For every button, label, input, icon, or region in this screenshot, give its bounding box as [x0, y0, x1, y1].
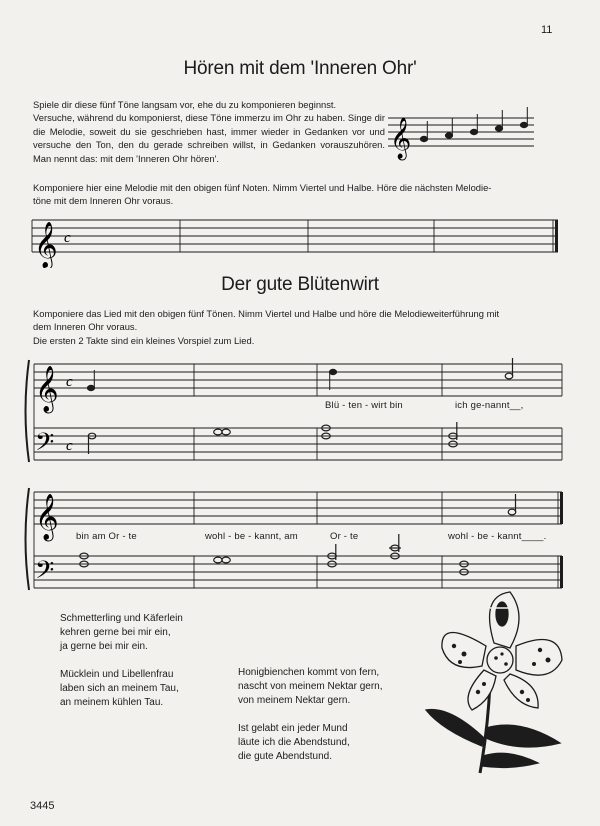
bass-clef-icon: 𝄢: [35, 557, 55, 590]
lyric-s1-m3: Blü - ten - wirt bin: [325, 400, 403, 411]
lyric-s2-m4: wohl - be - kannt____.: [448, 531, 547, 542]
lyric-s2-m2: wohl - be - kannt, am: [205, 531, 298, 542]
lyric-s2-m3: Or - te: [330, 531, 359, 542]
five-tones-staff: [386, 106, 536, 164]
treble-clef-icon: 𝄞: [35, 494, 59, 539]
note-d: [520, 122, 527, 127]
poem-stanza-2: Mücklein und Libellenfrau laben sich an meinem Tau, an meinem kühlen Tau.: [60, 669, 179, 708]
treble-clef-icon: 𝄞: [390, 118, 412, 158]
poem-stanza-3: Honigbienchen kommt von fern, nascht von meinem Nektar gern, von meinem Nektar gern.: [238, 667, 383, 706]
poem-stanza-1: Schmetterling und Käferlein kehren gerne bei mir ein, ja gerne bei mir ein.: [60, 613, 183, 652]
note-c: [495, 126, 502, 131]
bass-clef-icon: 𝄢: [35, 429, 55, 462]
time-signature: c: [64, 230, 71, 246]
composition-staff: [30, 212, 560, 268]
flower-illustration: [420, 588, 570, 778]
catalog-number: 3445: [30, 800, 55, 812]
time-signature-bass: c: [66, 438, 73, 454]
brace-icon: [26, 360, 30, 462]
note-a: [445, 133, 452, 138]
treble-clef-icon: 𝄞: [35, 366, 59, 411]
poem-stanza-4: Ist gelabt ein jeder Mund läute ich die Abendstund, die gute Abendstund.: [238, 723, 350, 762]
section-title-song: Der gute Blütenwirt: [221, 274, 379, 295]
brace-icon: [26, 488, 30, 590]
compose-instruction: Komponiere hier eine Melodie mit den obigen fünf Noten. Nimm Viertel und Halbe. Höre die nächsten Melodie- töne mit dem Inneren Ohr voraus.: [33, 182, 492, 207]
intro-paragraph: Spiele dir diese fünf Töne langsam vor, ehe du zu komponieren beginnst. Versuche, während du komponierst, diese Töne immerzu im Ohr zu haben. Singe dir die Melodie, soweit du sie geschrieben hast, immer wieder in Gedanken vor und versuche den Ton, den du gerade schreiben willst, in Gedanken vorauszuhören. Man nennt das: mit dem 'Inneren Ohr hören'.: [33, 99, 385, 164]
time-signature-treble: c: [66, 374, 73, 390]
bee-icon: [496, 602, 508, 626]
note-g: [420, 136, 427, 141]
treble-clef-icon: 𝄞: [34, 222, 58, 267]
song-instruction: Komponiere das Lied mit den obigen fünf Tönen. Nimm Viertel und Halbe und höre die Melodieweiterführung mit dem Inneren Ohr voraus. Die ersten 2 Takte sind ein kleines Vorspiel zum Lied.: [33, 308, 500, 346]
note-b: [470, 129, 477, 134]
grand-staff-system-1: [22, 356, 567, 466]
lyric-s1-m4: ich ge-nannt__,: [455, 400, 524, 411]
lyric-s2-m1: bin am Or - te: [76, 531, 137, 542]
page-number: 11: [541, 24, 553, 36]
section-title-inner-ear: Hören mit dem 'Inneren Ohr': [183, 58, 417, 79]
